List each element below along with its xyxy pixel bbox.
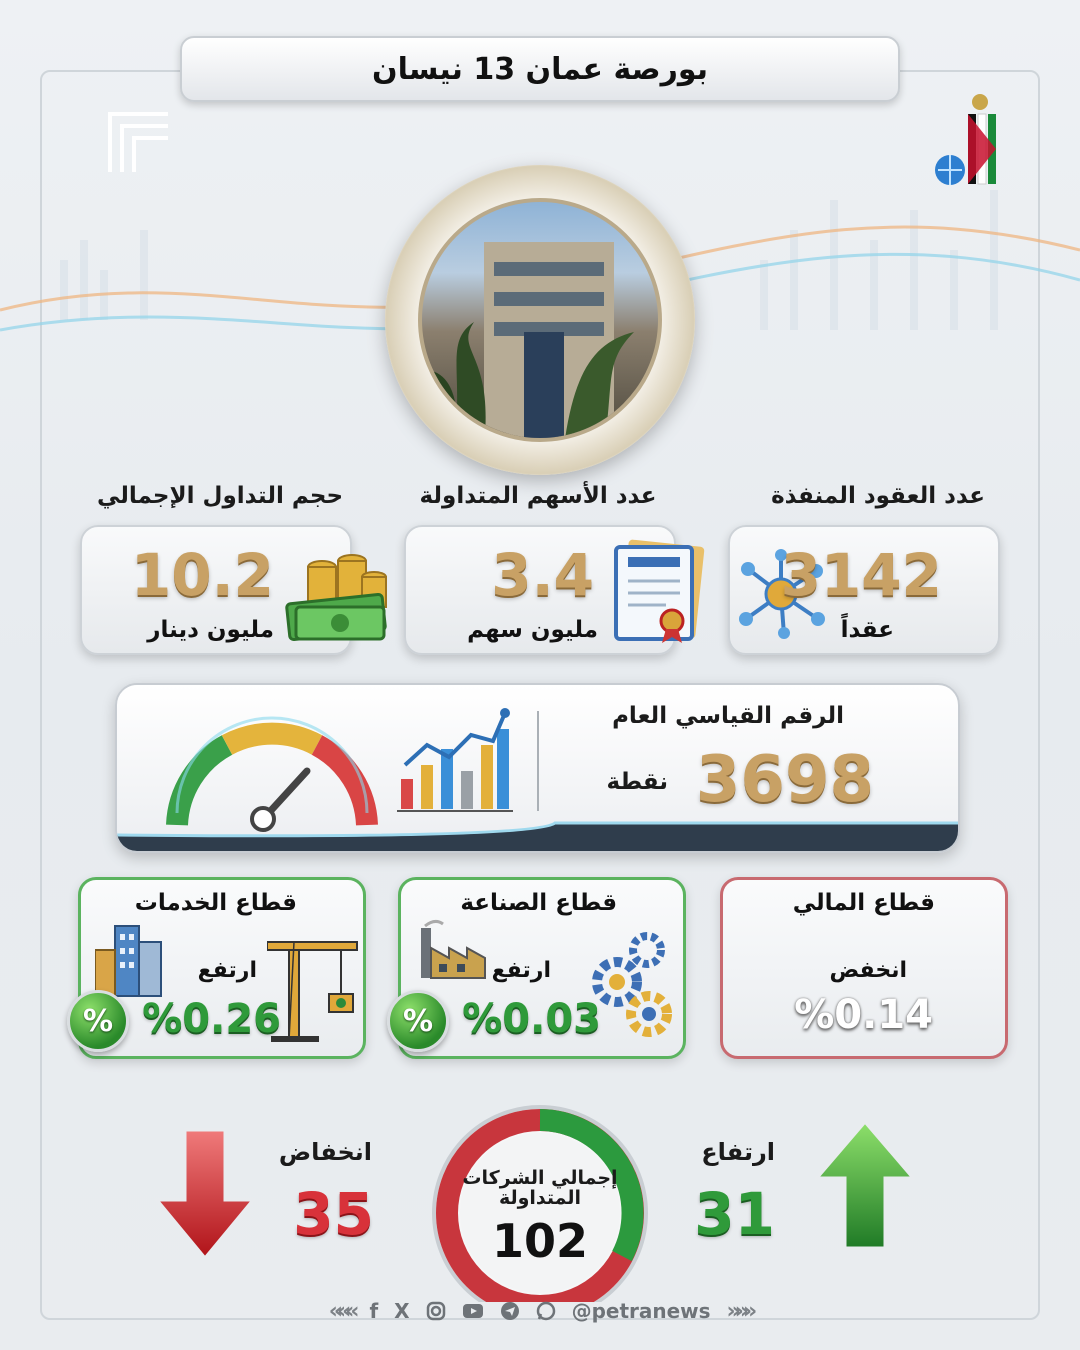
divider (537, 711, 539, 811)
shares-unit: مليون سهم (467, 617, 598, 643)
index-accent-strip (117, 815, 958, 851)
sector-financial-value: %0.14 (794, 992, 933, 1038)
chevrons-right-icon: »»» (726, 1298, 752, 1324)
percent-badge-icon: % (387, 990, 449, 1052)
sector-services-status: ارتفع (197, 958, 257, 983)
companies-total-label: إجمالي الشركات المتداولة (462, 1167, 618, 1209)
whatsapp-icon[interactable] (536, 1301, 556, 1321)
sector-financial-title: قطاع المالي (792, 890, 935, 916)
volume-card (80, 525, 352, 655)
sector-industry-status: ارتفع (491, 958, 551, 983)
footer-social-bar (270, 1292, 810, 1330)
x-icon[interactable]: X (394, 1299, 410, 1323)
index-unit: نقطة (606, 769, 668, 795)
shares-card (404, 525, 676, 655)
sector-financial-card (720, 877, 1008, 1059)
shares-label: عدد الأسهم المتداولة (419, 483, 657, 509)
index-value: 3698 (695, 743, 874, 817)
hero-image-frame (385, 165, 695, 475)
footer-handle[interactable]: @petranews (571, 1299, 711, 1323)
sector-industry-card (398, 877, 686, 1059)
general-index-panel (115, 683, 960, 853)
rising-chart-icon (397, 705, 513, 817)
sector-services-card (78, 877, 366, 1059)
percent-badge-icon: % (67, 990, 129, 1052)
sector-services-value: %0.26 (142, 996, 281, 1042)
money-stack-icon (282, 547, 392, 647)
sector-financial-status: انخفض (829, 958, 907, 983)
companies-down-label: انخفاض (278, 1138, 372, 1166)
companies-total-value: 102 (491, 1214, 589, 1268)
share-certificate-icon (606, 537, 706, 647)
exchange-building-image (418, 198, 662, 442)
corner-bracket-icon (108, 112, 170, 174)
arrow-up-icon (815, 1120, 915, 1250)
youtube-icon[interactable] (462, 1302, 484, 1320)
sector-industry-title: قطاع الصناعة (460, 890, 617, 916)
petra-logo-icon (930, 92, 1000, 192)
companies-up-label: ارتفاع (701, 1138, 775, 1166)
volume-unit: مليون دينار (147, 617, 274, 643)
companies-up-value: 31 (694, 1180, 775, 1248)
volume-value: 10.2 (130, 541, 274, 609)
chevrons-left-icon: ««« (328, 1298, 354, 1324)
sector-services-title: قطاع الخدمات (134, 890, 297, 916)
index-label: الرقم القياسي العام (612, 703, 844, 729)
arrow-down-icon (155, 1128, 255, 1260)
contracts-value: 3142 (780, 541, 942, 609)
title-banner (180, 36, 900, 102)
volume-label: حجم التداول الإجمالي (96, 483, 344, 509)
facebook-icon[interactable]: f (369, 1299, 379, 1323)
factory-icon (415, 918, 495, 986)
instagram-icon[interactable] (426, 1301, 446, 1321)
contracts-card (728, 525, 1000, 655)
contracts-label: عدد العقود المنفذة (771, 483, 985, 509)
page-title: بورصة عمان 13 نيسان (372, 51, 708, 87)
companies-down-value: 35 (293, 1180, 374, 1248)
gears-icon (587, 932, 683, 1042)
buildings-icon (95, 920, 165, 1000)
sector-industry-value: %0.03 (462, 996, 601, 1042)
contracts-unit: عقداً (840, 617, 894, 643)
telegram-icon[interactable] (500, 1301, 520, 1321)
shares-value: 3.4 (491, 541, 594, 609)
